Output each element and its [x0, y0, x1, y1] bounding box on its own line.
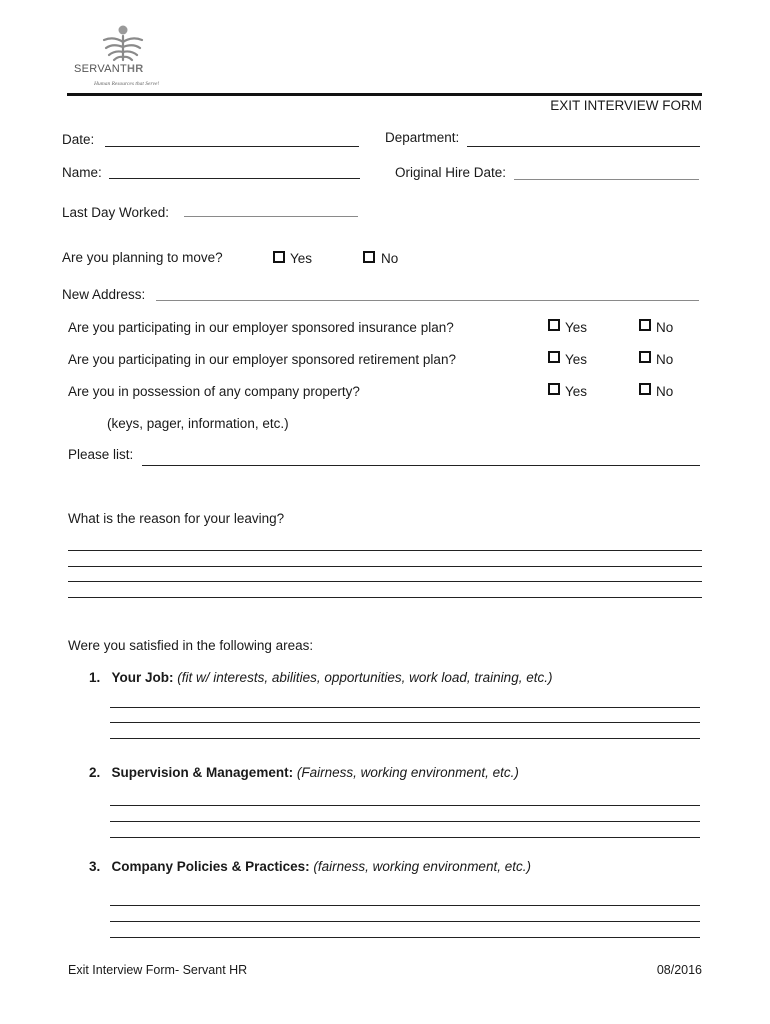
property-no-label: No — [656, 384, 674, 399]
last-day-label: Last Day Worked: — [62, 205, 170, 220]
logo-brand-main: SERVANT — [74, 63, 128, 75]
area-item-supervision — [89, 765, 519, 781]
area-item-policies — [89, 859, 531, 875]
area-title: Your Job: — [111, 670, 174, 685]
department-field[interactable] — [467, 146, 700, 147]
hire-date-label: Original Hire Date: — [395, 165, 507, 180]
new-address-field[interactable] — [156, 300, 699, 301]
header-rule — [67, 93, 702, 96]
department-label: Department: — [385, 130, 460, 145]
area-number: 2. — [89, 765, 101, 780]
area-number: 3. — [89, 859, 101, 874]
job-line-1[interactable] — [110, 707, 700, 708]
logo-tagline: Human Resources that Serve! — [94, 81, 160, 87]
date-label: Date: — [62, 132, 95, 147]
insurance-yes-label: Yes — [565, 320, 588, 335]
footer-left: Exit Interview Form- Servant HR — [68, 963, 248, 977]
company-logo — [74, 24, 174, 86]
form-title: EXIT INTERVIEW FORM — [550, 98, 702, 113]
move-question: Are you planning to move? — [62, 250, 223, 265]
supervision-line-2[interactable] — [110, 821, 700, 822]
name-field[interactable] — [109, 178, 360, 179]
property-no-checkbox[interactable] — [639, 383, 651, 395]
reason-line-1[interactable] — [68, 550, 702, 551]
move-yes-checkbox[interactable] — [273, 251, 285, 263]
move-no-label: No — [381, 251, 399, 266]
property-yes-label: Yes — [565, 384, 588, 399]
supervision-line-3[interactable] — [110, 837, 700, 838]
reason-question: What is the reason for your leaving? — [68, 511, 285, 526]
logo-brand-accent: HR — [127, 63, 144, 75]
retirement-yes-checkbox[interactable] — [548, 351, 560, 363]
retirement-no-checkbox[interactable] — [639, 351, 651, 363]
policies-line-1[interactable] — [110, 905, 700, 906]
retirement-no-label: No — [656, 352, 674, 367]
new-address-label: New Address: — [62, 287, 146, 302]
insurance-no-checkbox[interactable] — [639, 319, 651, 331]
move-yes-label: Yes — [290, 251, 313, 266]
property-question: Are you in possession of any company property? — [68, 384, 360, 399]
reason-line-3[interactable] — [68, 581, 702, 582]
policies-line-2[interactable] — [110, 921, 700, 922]
area-item-job — [89, 670, 552, 686]
please-list-label: Please list: — [68, 447, 134, 462]
insurance-question: Are you participating in our employer sponsored insurance plan? — [68, 320, 454, 335]
retirement-question: Are you participating in our employer sponsored retirement plan? — [68, 352, 456, 367]
area-detail: (fit w/ interests, abilities, opportunities, work load, training, etc.) — [177, 670, 553, 685]
supervision-line-1[interactable] — [110, 805, 700, 806]
servanthr-emblem-icon — [100, 24, 146, 62]
area-title: Company Policies & Practices: — [111, 859, 310, 874]
hire-date-field[interactable] — [514, 179, 699, 180]
area-detail: (fairness, working environment, etc.) — [313, 859, 531, 874]
satisfied-question: Were you satisfied in the following areas: — [68, 638, 314, 653]
property-yes-checkbox[interactable] — [548, 383, 560, 395]
policies-line-3[interactable] — [110, 937, 700, 938]
retirement-yes-label: Yes — [565, 352, 588, 367]
please-list-field[interactable] — [142, 465, 700, 466]
insurance-yes-checkbox[interactable] — [548, 319, 560, 331]
area-detail: (Fairness, working environment, etc.) — [296, 765, 519, 780]
insurance-no-label: No — [656, 320, 674, 335]
job-line-3[interactable] — [110, 738, 700, 739]
area-title: Supervision & Management: — [111, 765, 294, 780]
footer-right: 08/2016 — [656, 963, 702, 977]
last-day-field[interactable] — [184, 216, 358, 217]
reason-line-4[interactable] — [68, 597, 702, 598]
move-no-checkbox[interactable] — [363, 251, 375, 263]
name-label: Name: — [62, 165, 102, 180]
reason-line-2[interactable] — [68, 566, 702, 567]
date-field[interactable] — [105, 146, 359, 147]
area-number: 1. — [89, 670, 101, 685]
property-note: (keys, pager, information, etc.) — [107, 416, 289, 431]
job-line-2[interactable] — [110, 722, 700, 723]
